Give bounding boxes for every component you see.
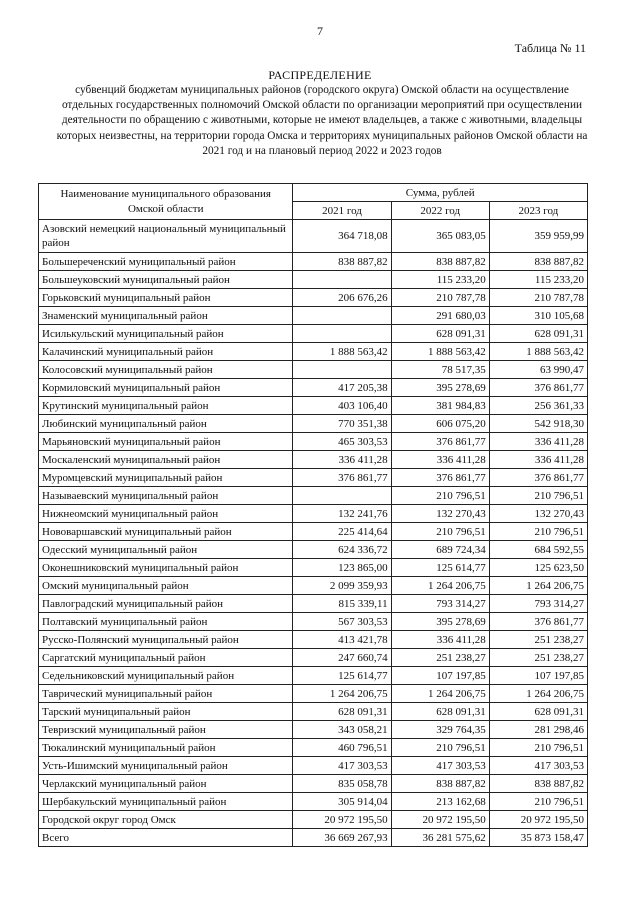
amount-2023-cell: 210 796,51 [489,739,587,757]
municipality-name-cell: Черлакский муниципальный район [39,775,293,793]
table-row [39,271,588,289]
table-row [39,613,588,631]
amount-2021-cell: 336 411,28 [293,451,391,469]
municipality-name-cell: Нововаршавский муниципальный район [39,523,293,541]
table-row [39,649,588,667]
table-row [39,415,588,433]
amount-2021-cell: 465 303,53 [293,433,391,451]
amount-2022-cell: 336 411,28 [391,451,489,469]
amount-2022-cell: 125 614,77 [391,559,489,577]
amount-2022-cell: 365 083,05 [391,220,489,253]
amount-2021-cell: 624 336,72 [293,541,391,559]
amount-2023-cell: 1 264 206,75 [489,685,587,703]
amount-2021-cell: 247 660,74 [293,649,391,667]
amount-2023-cell: 684 592,55 [489,541,587,559]
amount-2022-cell: 210 796,51 [391,739,489,757]
header-year-2023: 2023 год [489,202,587,220]
amount-2022-cell: 838 887,82 [391,253,489,271]
table-row [39,577,588,595]
table-row [39,487,588,505]
table-row [39,757,588,775]
table-row [39,793,588,811]
amount-2021-cell: 1 264 206,75 [293,685,391,703]
amount-2021-cell: 1 888 563,42 [293,343,391,361]
table-row [39,559,588,577]
amount-2023-cell: 628 091,31 [489,703,587,721]
amount-2022-cell: 376 861,77 [391,433,489,451]
amount-2021-cell: 2 099 359,93 [293,577,391,595]
amount-2022-cell: 210 787,78 [391,289,489,307]
municipality-name-cell: Русско-Полянский муниципальный район [39,631,293,649]
amount-2022-cell: 381 984,83 [391,397,489,415]
municipality-name-cell: Исилькульский муниципальный район [39,325,293,343]
amount-2021-cell [293,325,391,343]
table-row [39,433,588,451]
amount-2021-cell: 123 865,00 [293,559,391,577]
table-row [39,595,588,613]
municipality-name-cell: Большеуковский муниципальный район [39,271,293,289]
amount-2022-cell: 36 281 575,62 [391,829,489,847]
municipality-name-cell: Городской округ город Омск [39,811,293,829]
amount-2021-cell: 838 887,82 [293,253,391,271]
municipality-name-cell: Тюкалинский муниципальный район [39,739,293,757]
amount-2022-cell: 1 888 563,42 [391,343,489,361]
table-row [39,703,588,721]
table-row [39,220,588,253]
amount-2023-cell: 628 091,31 [489,325,587,343]
municipality-name-cell: Таврический муниципальный район [39,685,293,703]
table-row [39,631,588,649]
document-title: РАСПРЕДЕЛЕНИЕ [268,68,372,82]
amount-2021-cell: 628 091,31 [293,703,391,721]
municipality-name-cell: Кормиловский муниципальный район [39,379,293,397]
amount-2022-cell: 689 724,34 [391,541,489,559]
amount-2021-cell: 403 106,40 [293,397,391,415]
table-row [39,829,588,847]
amount-2023-cell: 210 796,51 [489,793,587,811]
amount-2022-cell: 210 796,51 [391,487,489,505]
table-row [39,253,588,271]
amount-2021-cell: 132 241,76 [293,505,391,523]
amount-2023-cell: 417 303,53 [489,757,587,775]
amount-2021-cell: 815 339,11 [293,595,391,613]
amount-2021-cell [293,271,391,289]
amount-2023-cell: 115 233,20 [489,271,587,289]
amount-2022-cell: 628 091,31 [391,703,489,721]
amount-2022-cell: 376 861,77 [391,469,489,487]
amount-2022-cell: 210 796,51 [391,523,489,541]
amount-2022-cell: 78 517,35 [391,361,489,379]
amount-2021-cell: 567 303,53 [293,613,391,631]
amount-2022-cell: 213 162,68 [391,793,489,811]
amount-2023-cell: 336 411,28 [489,433,587,451]
amount-2022-cell: 395 278,69 [391,379,489,397]
amount-2021-cell: 417 205,38 [293,379,391,397]
amount-2023-cell: 1 888 563,42 [489,343,587,361]
header-name-column: Наименование муниципального образования Омской области [39,184,293,220]
amount-2023-cell: 210 796,51 [489,523,587,541]
table-body [39,220,588,847]
table-row [39,739,588,757]
municipality-name-cell: Нижнеомский муниципальный район [39,505,293,523]
municipality-name-cell: Омский муниципальный район [39,577,293,595]
municipality-name-cell: Горьковский муниципальный район [39,289,293,307]
table-row [39,775,588,793]
table-row [39,451,588,469]
amount-2023-cell: 210 796,51 [489,487,587,505]
amount-2023-cell: 125 623,50 [489,559,587,577]
amount-2023-cell: 210 787,78 [489,289,587,307]
municipality-name-cell: Тевризский муниципальный район [39,721,293,739]
table-row [39,685,588,703]
distribution-table [38,183,588,847]
table-row [39,325,588,343]
amount-2022-cell: 606 075,20 [391,415,489,433]
amount-2021-cell: 206 676,26 [293,289,391,307]
municipality-name-cell: Москаленский муниципальный район [39,451,293,469]
municipality-name-cell: Усть-Ишимский муниципальный район [39,757,293,775]
amount-2021-cell: 36 669 267,93 [293,829,391,847]
amount-2022-cell: 417 303,53 [391,757,489,775]
amount-2022-cell: 291 680,03 [391,307,489,325]
amount-2022-cell: 251 238,27 [391,649,489,667]
municipality-name-cell: Знаменский муниципальный район [39,307,293,325]
table-row [39,289,588,307]
municipality-name-cell: Павлоградский муниципальный район [39,595,293,613]
table-row [39,541,588,559]
municipality-name-cell: Калачинский муниципальный район [39,343,293,361]
amount-2022-cell: 628 091,31 [391,325,489,343]
table-row [39,667,588,685]
municipality-name-cell: Марьяновский муниципальный район [39,433,293,451]
municipality-name-cell: Одесский муниципальный район [39,541,293,559]
amount-2023-cell: 251 238,27 [489,631,587,649]
amount-2022-cell: 793 314,27 [391,595,489,613]
amount-2021-cell [293,307,391,325]
amount-2022-cell: 115 233,20 [391,271,489,289]
municipality-name-cell: Шербакульский муниципальный район [39,793,293,811]
amount-2023-cell: 35 873 158,47 [489,829,587,847]
table-row [39,811,588,829]
amount-2023-cell: 376 861,77 [489,379,587,397]
municipality-name-cell: Оконешниковский муниципальный район [39,559,293,577]
municipality-name-cell: Любинский муниципальный район [39,415,293,433]
amount-2021-cell: 770 351,38 [293,415,391,433]
municipality-name-cell: Называевский муниципальный район [39,487,293,505]
table-row [39,721,588,739]
table-row [39,379,588,397]
amount-2022-cell: 132 270,43 [391,505,489,523]
table-label: Таблица № 11 [514,41,586,55]
amount-2021-cell: 305 914,04 [293,793,391,811]
amount-2023-cell: 20 972 195,50 [489,811,587,829]
amount-2022-cell: 107 197,85 [391,667,489,685]
amount-2023-cell: 281 298,46 [489,721,587,739]
municipality-name-cell: Полтавский муниципальный район [39,613,293,631]
amount-2023-cell: 1 264 206,75 [489,577,587,595]
amount-2021-cell: 376 861,77 [293,469,391,487]
municipality-name-cell: Тарский муниципальный район [39,703,293,721]
municipality-name-cell: Колосовский муниципальный район [39,361,293,379]
header-year-2021: 2021 год [293,202,391,220]
amount-2022-cell: 1 264 206,75 [391,685,489,703]
amount-2021-cell: 460 796,51 [293,739,391,757]
amount-2021-cell [293,487,391,505]
amount-2023-cell: 336 411,28 [489,451,587,469]
amount-2022-cell: 329 764,35 [391,721,489,739]
table-row [39,469,588,487]
table-row [39,307,588,325]
amount-2023-cell: 838 887,82 [489,775,587,793]
amount-2023-cell: 310 105,68 [489,307,587,325]
municipality-name-cell: Седельниковский муниципальный район [39,667,293,685]
amount-2022-cell: 838 887,82 [391,775,489,793]
amount-2021-cell: 225 414,64 [293,523,391,541]
municipality-name-cell: Всего [39,829,293,847]
table-row [39,343,588,361]
amount-2023-cell: 132 270,43 [489,505,587,523]
municipality-name-cell: Саргатский муниципальный район [39,649,293,667]
amount-2021-cell [293,361,391,379]
page-number: 7 [317,24,323,38]
amount-2023-cell: 107 197,85 [489,667,587,685]
document-subtitle: субвенций бюджетам муниципальных районов (городского округа) Омской области на осуществление отдельных государственных полномочий Омской области по организации мероприятий при осуществлении деятельности по обращению с животными, которые не имеют владельцев, а также с животными, владельцы которых неизвестны, на территории города Омска и территориях муниципальных районов Омской области на 2021 год и на плановый период 2022 и 2023 годов [56,84,588,157]
amount-2021-cell: 20 972 195,50 [293,811,391,829]
table-row [39,523,588,541]
amount-2022-cell: 395 278,69 [391,613,489,631]
table-row [39,397,588,415]
municipality-name-cell: Крутинский муниципальный район [39,397,293,415]
amount-2023-cell: 793 314,27 [489,595,587,613]
amount-2022-cell: 336 411,28 [391,631,489,649]
municipality-name-cell: Муромцевский муниципальный район [39,469,293,487]
amount-2023-cell: 359 959,99 [489,220,587,253]
amount-2022-cell: 20 972 195,50 [391,811,489,829]
amount-2023-cell: 838 887,82 [489,253,587,271]
amount-2021-cell: 343 058,21 [293,721,391,739]
amount-2021-cell: 417 303,53 [293,757,391,775]
amount-2023-cell: 251 238,27 [489,649,587,667]
table-row [39,361,588,379]
amount-2023-cell: 542 918,30 [489,415,587,433]
amount-2021-cell: 413 421,78 [293,631,391,649]
header-year-2022: 2022 год [391,202,489,220]
amount-2023-cell: 256 361,33 [489,397,587,415]
amount-2023-cell: 63 990,47 [489,361,587,379]
header-sum-column: Сумма, рублей [293,184,588,202]
amount-2021-cell: 835 058,78 [293,775,391,793]
municipality-name-cell: Большереченский муниципальный район [39,253,293,271]
table-row [39,505,588,523]
amount-2023-cell: 376 861,77 [489,469,587,487]
municipality-name-cell: Азовский немецкий национальный муниципальный район [39,220,293,253]
amount-2021-cell: 125 614,77 [293,667,391,685]
amount-2023-cell: 376 861,77 [489,613,587,631]
amount-2022-cell: 1 264 206,75 [391,577,489,595]
amount-2021-cell: 364 718,08 [293,220,391,253]
